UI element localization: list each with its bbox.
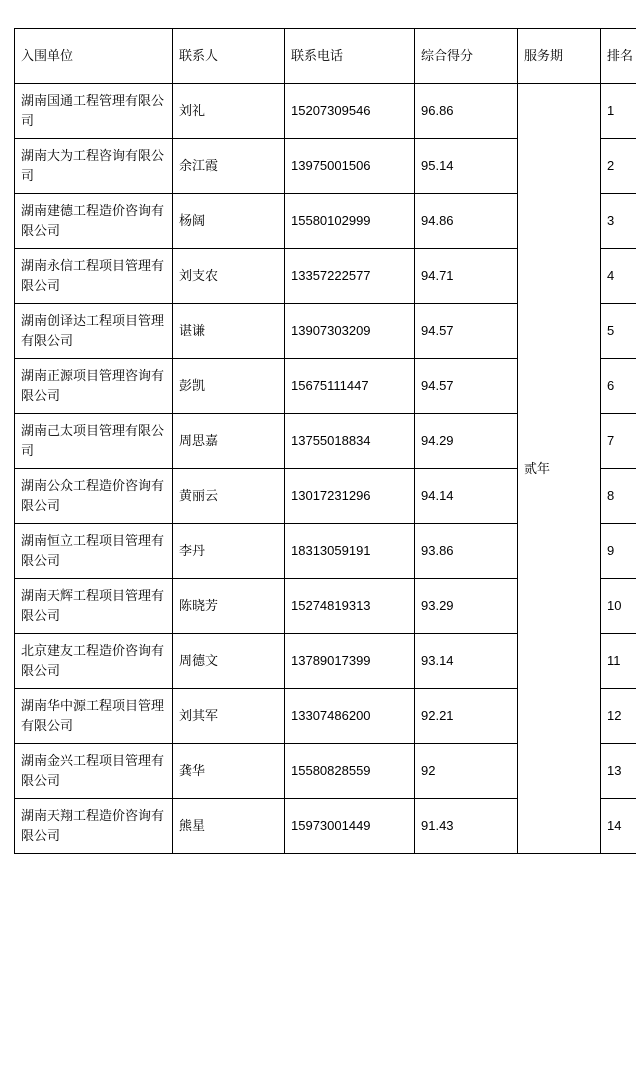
header-phone: 联系电话: [285, 29, 415, 84]
cell-contact: 黄丽云: [173, 469, 285, 524]
cell-contact: 陈晓芳: [173, 579, 285, 634]
cell-company: 湖南公众工程造价咨询有限公司: [15, 469, 173, 524]
cell-company: 北京建友工程造价咨询有限公司: [15, 634, 173, 689]
cell-company: 湖南建德工程造价咨询有限公司: [15, 194, 173, 249]
cell-company: 湖南永信工程项目管理有限公司: [15, 249, 173, 304]
cell-score: 95.14: [415, 139, 518, 194]
cell-rank: 9: [601, 524, 636, 579]
cell-company: 湖南创译达工程项目管理有限公司: [15, 304, 173, 359]
cell-company: 湖南己太项目管理有限公司: [15, 414, 173, 469]
cell-company: 湖南华中源工程项目管理有限公司: [15, 689, 173, 744]
cell-company: 湖南恒立工程项目管理有限公司: [15, 524, 173, 579]
cell-rank: 5: [601, 304, 636, 359]
cell-rank: 3: [601, 194, 636, 249]
cell-phone: 13975001506: [285, 139, 415, 194]
cell-contact: 刘其军: [173, 689, 285, 744]
cell-score: 94.86: [415, 194, 518, 249]
table-row: [15, 84, 636, 139]
cell-score: 94.57: [415, 304, 518, 359]
cell-rank: 1: [601, 84, 636, 139]
cell-contact: 彭凯: [173, 359, 285, 414]
cell-phone: 15580828559: [285, 744, 415, 799]
cell-company: 湖南正源项目管理咨询有限公司: [15, 359, 173, 414]
cell-score: 93.14: [415, 634, 518, 689]
cell-score: 94.14: [415, 469, 518, 524]
cell-score: 93.29: [415, 579, 518, 634]
cell-phone: 13789017399: [285, 634, 415, 689]
header-contact: 联系人: [173, 29, 285, 84]
cell-company: 湖南金兴工程项目管理有限公司: [15, 744, 173, 799]
cell-score: 91.43: [415, 799, 518, 854]
cell-company: 湖南大为工程咨询有限公司: [15, 139, 173, 194]
cell-service-period: 贰年: [518, 84, 601, 854]
cell-score: 94.29: [415, 414, 518, 469]
cell-score: 92.21: [415, 689, 518, 744]
cell-score: 96.86: [415, 84, 518, 139]
cell-contact: 周思嘉: [173, 414, 285, 469]
cell-rank: 14: [601, 799, 636, 854]
cell-rank: 12: [601, 689, 636, 744]
cell-contact: 龚华: [173, 744, 285, 799]
cell-score: 94.57: [415, 359, 518, 414]
cell-phone: 13307486200: [285, 689, 415, 744]
header-score: 综合得分: [415, 29, 518, 84]
cell-rank: 11: [601, 634, 636, 689]
cell-contact: 谌谦: [173, 304, 285, 359]
cell-contact: 杨阔: [173, 194, 285, 249]
cell-phone: 13907303209: [285, 304, 415, 359]
cell-rank: 6: [601, 359, 636, 414]
table-header: [15, 29, 636, 84]
cell-company: 湖南天辉工程项目管理有限公司: [15, 579, 173, 634]
cell-phone: 15207309546: [285, 84, 415, 139]
header-rank: 排名: [601, 29, 636, 84]
cell-company: 湖南国通工程管理有限公司: [15, 84, 173, 139]
cell-score: 94.71: [415, 249, 518, 304]
cell-rank: 7: [601, 414, 636, 469]
cell-contact: 余江霞: [173, 139, 285, 194]
cell-phone: 13357222577: [285, 249, 415, 304]
cell-contact: 熊星: [173, 799, 285, 854]
cell-phone: 13017231296: [285, 469, 415, 524]
cell-phone: 15580102999: [285, 194, 415, 249]
shortlist-table: [14, 28, 636, 854]
cell-rank: 13: [601, 744, 636, 799]
header-period: 服务期: [518, 29, 601, 84]
cell-rank: 8: [601, 469, 636, 524]
cell-phone: 15973001449: [285, 799, 415, 854]
cell-phone: 13755018834: [285, 414, 415, 469]
cell-score: 93.86: [415, 524, 518, 579]
cell-phone: 15675111447: [285, 359, 415, 414]
cell-rank: 10: [601, 579, 636, 634]
cell-phone: 15274819313: [285, 579, 415, 634]
cell-company: 湖南天翔工程造价咨询有限公司: [15, 799, 173, 854]
cell-contact: 李丹: [173, 524, 285, 579]
cell-contact: 周德文: [173, 634, 285, 689]
cell-phone: 18313059191: [285, 524, 415, 579]
cell-score: 92: [415, 744, 518, 799]
header-company: 入围单位: [15, 29, 173, 84]
cell-contact: 刘支农: [173, 249, 285, 304]
cell-rank: 2: [601, 139, 636, 194]
cell-rank: 4: [601, 249, 636, 304]
table-body: [15, 84, 636, 854]
table-header-row: [15, 29, 636, 84]
cell-contact: 刘礼: [173, 84, 285, 139]
